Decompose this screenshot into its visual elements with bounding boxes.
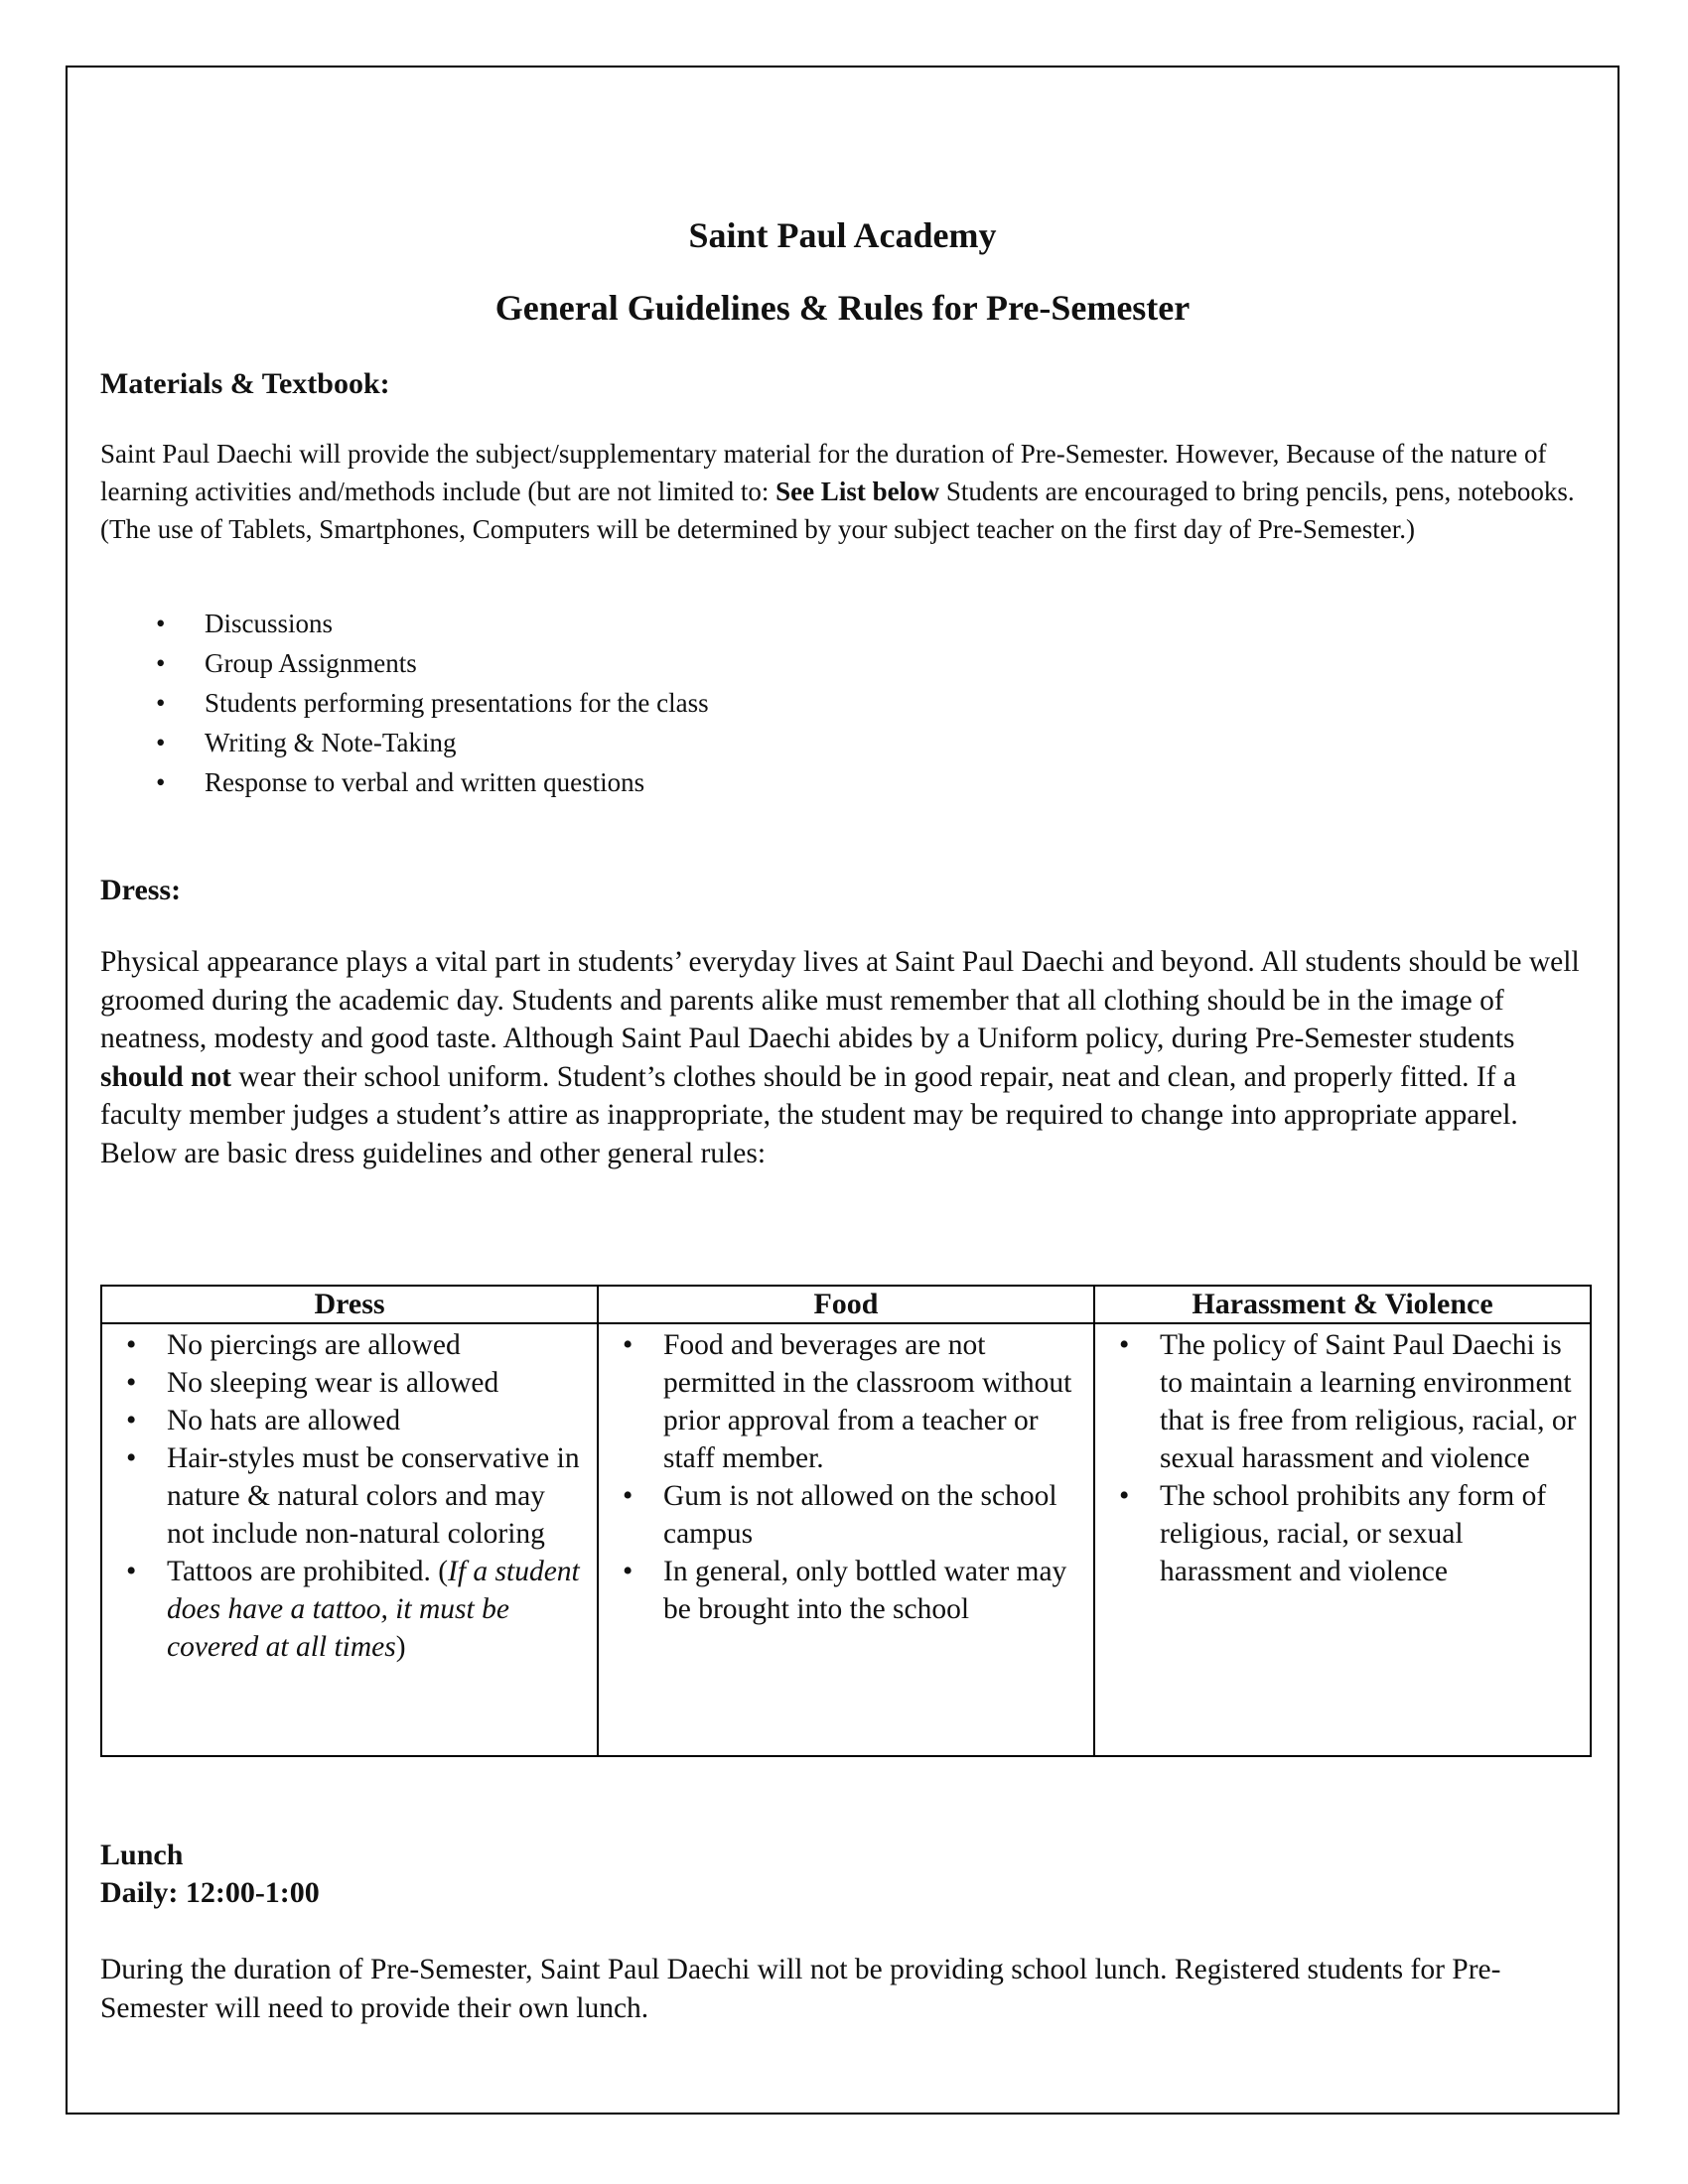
school-title: Saint Paul Academy (688, 215, 997, 255)
list-item: • No sleeping wear is allowed (112, 1364, 587, 1402)
table-row (101, 1323, 1591, 1756)
dress-paragraph: Physical appearance plays a vital part in students’ everyday lives at Saint Paul Daechi and beyond. All students should be well groomed during the academic day. Students and parents alike must remember that all clothing should be in the image of neatness, modesty and good taste. Although Saint Paul Daechi abides by a Uniform policy, during Pre-Semester students should not wear their school uniform. Student’s clothes should be in good repair, neat and clean, and properly fitted. If a faculty member judges a student’s attire as inappropriate, the student may be required to change into appropriate apparel. Below are basic dress guidelines and other general rules: (100, 946, 1580, 1169)
lunch-time: Daily: 12:00-1:00 (100, 1876, 320, 1909)
document-subtitle: General Guidelines & Rules for Pre-Semester (494, 288, 1191, 328)
column-header-dress: Dress (101, 1286, 598, 1323)
column-header-harassment: Harassment & Violence (1094, 1286, 1591, 1323)
list-item: • Discussions (100, 604, 709, 643)
list-item: • Gum is not allowed on the school campus (609, 1477, 1083, 1553)
list-item: • Writing & Note-Taking (100, 723, 709, 762)
dress-rules-cell (101, 1323, 598, 1756)
list-item: • The school prohibits any form of religious, racial, or sexual harassment and violence (1105, 1477, 1580, 1590)
list-item: • Food and beverages are not permitted in the classroom without prior approval from a teacher or staff member. (609, 1326, 1083, 1477)
food-rules-cell (598, 1323, 1094, 1756)
dress-heading: Dress: (100, 874, 182, 906)
list-item: • Hair-styles must be conservative in nature & natural colors and may not include non-natural coloring (112, 1439, 587, 1553)
table-header-row (101, 1286, 1591, 1323)
lunch-heading: Lunch (100, 1839, 184, 1871)
materials-activity-list (100, 604, 709, 802)
column-header-food: Food (598, 1286, 1094, 1323)
list-item: • No hats are allowed (112, 1402, 587, 1439)
materials-heading: Materials & Textbook: (100, 367, 390, 400)
harassment-rules-cell (1094, 1323, 1591, 1756)
document-page (66, 66, 1619, 2115)
list-item: • The policy of Saint Paul Daechi is to maintain a learning environment that is free from religious, racial, or sexual harassment and violence (1105, 1326, 1580, 1477)
materials-paragraph: Saint Paul Daechi will provide the subject/supplementary material for the duration of Pre-Semester. However, Because of the nature of learning activities and/methods include (but are not limited to: See List below Students are encouraged to bring pencils, pens, notebooks. (The use of Tablets, Smartphones, Computers will be determined by your subject teacher on the first day of Pre-Semester.) (100, 439, 1575, 544)
list-item: • Response to verbal and written questions (100, 762, 709, 802)
list-item: • No piercings are allowed (112, 1326, 587, 1364)
list-item: • Tattoos are prohibited. (If a student does have a tattoo, it must be covered at all times) (112, 1553, 587, 1666)
rules-table (100, 1285, 1592, 1757)
list-item: • In general, only bottled water may be brought into the school (609, 1553, 1083, 1628)
list-item: • Group Assignments (100, 643, 709, 683)
list-item: • Students performing presentations for the class (100, 683, 709, 723)
lunch-paragraph: During the duration of Pre-Semester, Saint Paul Daechi will not be providing school lunch. Registered students for Pre-Semester will need to provide their own lunch. (100, 1954, 1501, 2024)
